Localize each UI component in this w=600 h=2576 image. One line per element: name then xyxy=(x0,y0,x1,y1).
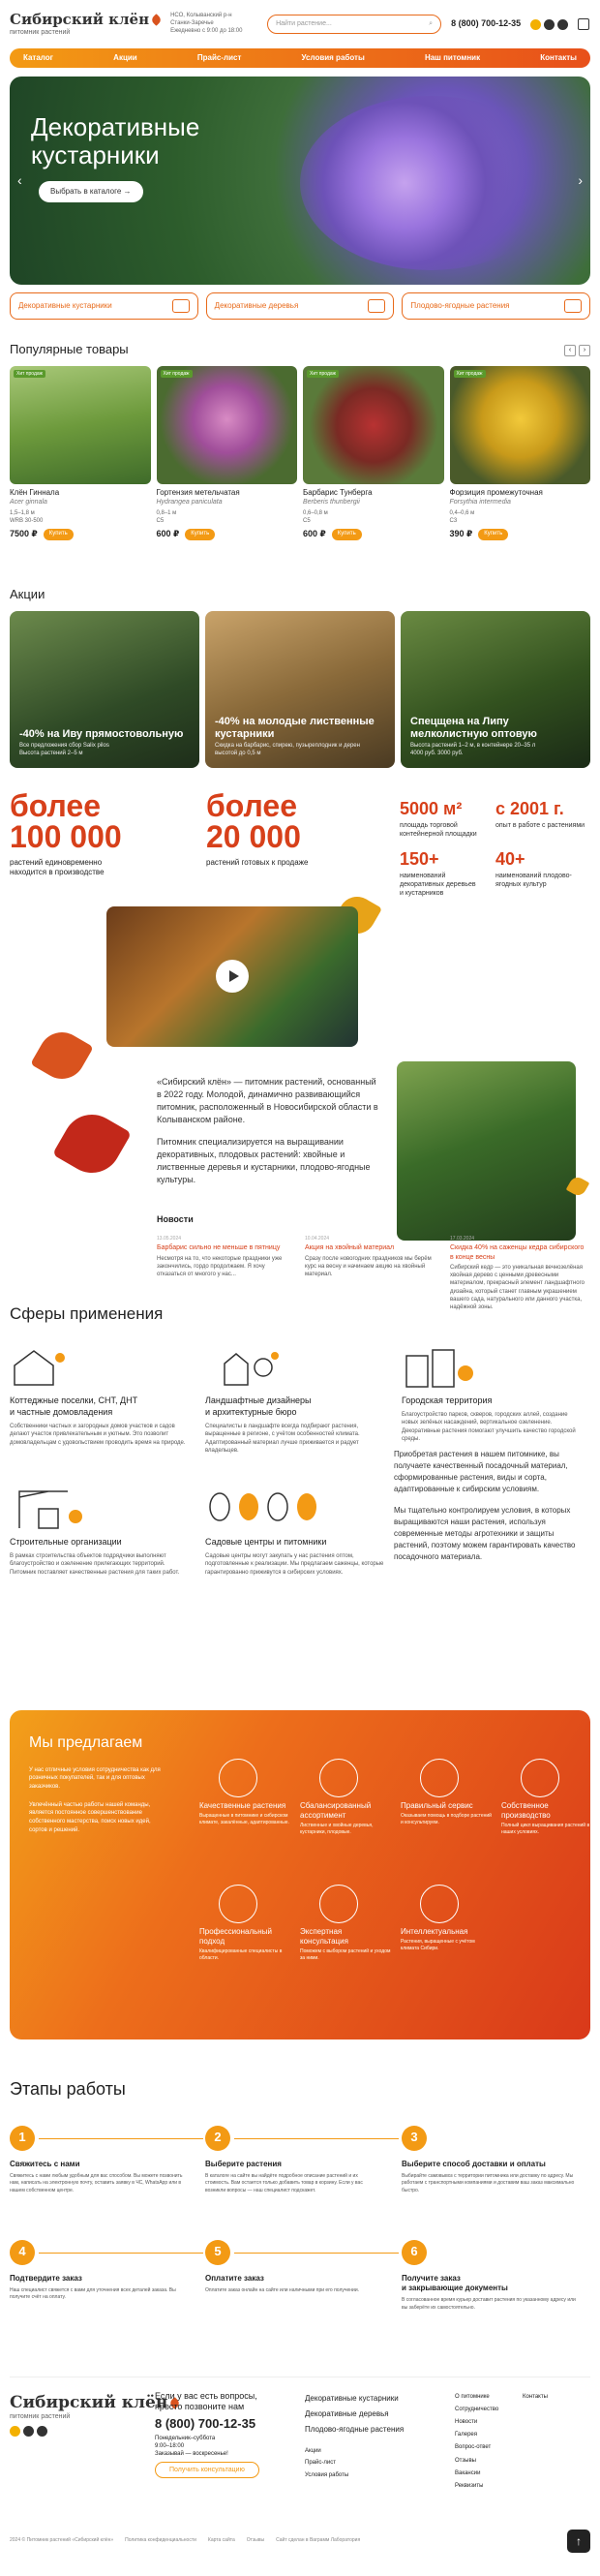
footer-link[interactable]: Условия работы xyxy=(305,2471,349,2478)
step-number: 3 xyxy=(402,2126,427,2151)
product-price: 600 ₽ xyxy=(303,529,326,539)
product-params: 0,4–0,6 м C3 xyxy=(449,510,475,525)
product-params: 0,6–0,8 м C5 xyxy=(303,510,328,525)
step-desc: В согласованное время курьер доставит растения по указанному адресу или вы заберёте их самостоятельно. xyxy=(402,2297,576,2311)
sphere-title: Городская территория xyxy=(402,1395,493,1406)
nav-terms[interactable]: Условия работы xyxy=(301,52,365,62)
step-desc: Оплатите заказ онлайн на сайте или наличными при его получении. xyxy=(205,2287,360,2294)
production-icon xyxy=(521,1759,559,1797)
promo-title: -40% на молодые лиственные кустарники xyxy=(215,716,375,741)
carousel-pager xyxy=(561,344,590,356)
promo-card[interactable] xyxy=(10,611,199,768)
about-paragraph: Питомник специализируется на выращивании декоративных, плодовых растений: хвойные и лиственные деревья и кустарники, плодово-ягодные культуры. xyxy=(157,1136,371,1184)
step-number: 6 xyxy=(402,2240,427,2265)
offer-item-title: Профессиональный подход xyxy=(199,1926,272,1947)
footer-link[interactable]: Вакансии xyxy=(455,2469,481,2476)
consultation-icon xyxy=(319,1885,358,1923)
privacy-link[interactable]: Политика конфиденциальности xyxy=(125,2537,196,2544)
next-button[interactable]: › xyxy=(579,345,590,356)
search-input[interactable] xyxy=(267,15,441,34)
step-item xyxy=(205,2240,379,2295)
news-item[interactable] xyxy=(305,1236,440,1278)
offer-item-title: Сбалансированный ассортимент xyxy=(300,1800,372,1821)
promo-desc: Скидка на барбарис, спирею, пузыреплодник и дерен высотой до 0,5 м xyxy=(215,743,360,756)
step-desc: Выбирайте самовывоз с территории питомника или доставку по адресу. Мы работаем с транспортными компаниями и доставим ваш заказ максимально быстро. xyxy=(402,2173,575,2193)
section-title: Популярные товары xyxy=(10,342,129,356)
sphere-item xyxy=(10,1487,189,1578)
section-title: Сферы применения xyxy=(10,1303,164,1323)
news-text: Сразу после новогодних праздников мы берём курс на весну и начинаем акцию на хвойный материал. xyxy=(305,1255,432,1278)
sphere-desc: Собственники частных и загородных домов участков и садов делают участок привлекательным и уютным. Это позволит домовладельцам с удовольствием проводить время на природе. xyxy=(10,1423,186,1446)
reviews-link[interactable]: Отзывы xyxy=(246,2537,265,2544)
product-image[interactable] xyxy=(157,366,298,484)
stat-label: наименований декоративных деревьев и кустарников xyxy=(400,872,476,897)
promos-header xyxy=(10,587,590,603)
promo-title: -40% на Иву прямостовольную xyxy=(19,728,184,741)
footer-link[interactable]: Акции xyxy=(305,2447,321,2454)
stat-number: более 100 000 xyxy=(10,787,122,854)
offer-section xyxy=(10,1710,590,2039)
step-item xyxy=(205,2126,379,2194)
step-desc: Наш специалист свяжется с вами для уточнения всех деталей заказа. Вы получите счёт на оплату. xyxy=(10,2287,176,2301)
offer-item-desc: Полный цикл выращивания растений в наших условиях. xyxy=(501,1823,590,1836)
whatsapp-icon[interactable] xyxy=(557,19,568,30)
nav-pricelist[interactable]: Прайс-лист xyxy=(196,52,242,62)
hero-banner xyxy=(10,77,590,285)
product-price: 600 ₽ xyxy=(156,529,180,539)
stat-label: площадь торговой контейнерной площадки xyxy=(400,821,477,838)
footer-bottom xyxy=(10,2530,590,2562)
sphere-item xyxy=(10,1346,189,1447)
step-item xyxy=(10,2126,184,2194)
main-nav xyxy=(10,48,590,68)
product-params: 1,5–1,8 м WRB 30-500 xyxy=(10,510,44,525)
nav-promos[interactable]: Акции xyxy=(113,52,137,62)
cart-icon[interactable] xyxy=(578,18,589,30)
consultation-button[interactable]: Получить консультацию xyxy=(155,2462,259,2478)
address-block xyxy=(170,13,257,35)
footer-link[interactable]: Прайс-лист xyxy=(305,2460,336,2467)
hit-badge: Хит продаж xyxy=(454,370,486,379)
stat-number: более 20 000 xyxy=(206,787,301,854)
offer-item xyxy=(199,1759,291,1826)
arrow-left-icon[interactable]: ‹ xyxy=(17,172,22,188)
offer-item-desc: Поможем с выбором растений и уходом за ними. xyxy=(300,1948,391,1962)
spheres-section xyxy=(10,1303,590,1710)
step-number: 1 xyxy=(10,2126,35,2151)
maple-leaf-icon xyxy=(150,14,163,26)
maple-leaf-icon xyxy=(52,1104,132,1183)
product-latin: Berberis thunbergii xyxy=(303,499,360,506)
scroll-top-button[interactable]: ↑ xyxy=(567,2530,590,2553)
step-title: Получите заказ и закрывающие документы xyxy=(402,2273,508,2293)
assortment-icon xyxy=(319,1759,358,1797)
stats xyxy=(10,787,590,906)
sphere-title: Коттеджные поселки, СНТ, ДНТ и частные домовладения xyxy=(10,1395,138,1418)
fruit-icon xyxy=(564,299,582,313)
hit-badge: Хит продаж xyxy=(161,370,193,379)
sphere-item xyxy=(205,1346,384,1456)
promo-title: Спецщена на Липу мелколистную оптовую xyxy=(410,716,537,741)
step-number: 2 xyxy=(205,2126,230,2151)
product-name[interactable]: Форзиция промежуточная xyxy=(449,487,543,497)
offer-item-title: Экспертная консультация xyxy=(300,1926,348,1947)
section-title: Акции xyxy=(10,586,45,601)
offer-item xyxy=(300,1885,392,1962)
sphere-title: Садовые центры и питомники xyxy=(205,1537,327,1548)
footer-info-links xyxy=(455,2391,498,2494)
category-label: Декоративные кустарники xyxy=(18,300,112,310)
product-name[interactable]: Клён Гиннала xyxy=(10,487,60,497)
news-text: Сибирский кедр — это уникальная вечнозелёная хвойная дерево с ценными древесными материалом, прекрасный элемент ландшафтного дизайна, который станет главным украшением вашего сада, натурального или данного участка, надёжной зоны. xyxy=(450,1265,585,1310)
step-title: Подтвердите заказ xyxy=(10,2273,82,2283)
sphere-item xyxy=(402,1346,581,1444)
prev-button[interactable]: ‹ xyxy=(564,345,576,356)
product-params: 0,8–1 м C5 xyxy=(156,510,177,525)
shrub-icon xyxy=(172,299,190,313)
service-icon xyxy=(420,1759,459,1797)
stat-number: с 2001 г. xyxy=(495,798,564,818)
step-desc: Свяжитесь с нами любым удобным для вас способом. Вы можете позвонить нам, написать на электронную почту, оставить заявку в ЧС, WhatsApp или в нашем собственном центре. xyxy=(10,2173,183,2193)
offer-item-title: Интеллектуальная xyxy=(401,1926,468,1936)
footer-link[interactable]: Отзывы xyxy=(455,2457,476,2464)
offer-item-title: Правильный сервис xyxy=(401,1800,473,1810)
stat-number: 40+ xyxy=(495,848,525,869)
hit-badge: Хит продаж xyxy=(14,370,45,379)
step-item xyxy=(402,2240,576,2312)
news-item[interactable] xyxy=(157,1236,292,1278)
social-links xyxy=(530,19,568,30)
sphere-title: Ландшафтные дизайнеры и архитектурные бюро xyxy=(205,1395,312,1418)
footer-logo[interactable] xyxy=(10,2392,179,2437)
product-card[interactable] xyxy=(157,366,298,540)
news-headline[interactable]: Барбарис сильно не меньше в пятницу xyxy=(157,1244,281,1252)
footer-link[interactable]: Сотрудничество xyxy=(455,2406,499,2412)
phone-icon[interactable] xyxy=(10,2426,20,2437)
steps-section xyxy=(10,2078,590,2320)
nav-nursery[interactable]: Наш питомник xyxy=(424,52,481,62)
summary-paragraph: Приобретая растения в нашем питомнике, вы получаете качественный посадочный материал, сформированные растения, виды и сорта, адаптированные к сибирским условиям. xyxy=(394,1449,568,1493)
product-image[interactable] xyxy=(450,366,591,484)
product-latin: Hydrangea paniculata xyxy=(156,499,223,506)
footer-link[interactable]: Декоративные кустарники xyxy=(305,2393,399,2403)
step-title: Выберите способ доставки и оплаты xyxy=(402,2159,546,2168)
promo-card[interactable] xyxy=(401,611,590,768)
news-date: 10.04.2024 xyxy=(305,1235,330,1242)
offer-item xyxy=(501,1759,590,1836)
step-desc: В каталоге на сайте вы найдёте подробное описание растений и их стоимость. Вам остается только добавить товар в корзину. Если у вас возникли вопросы — наш специалист подскажет. xyxy=(205,2173,363,2193)
step-title: Выберите растения xyxy=(205,2159,282,2168)
promo-list xyxy=(10,611,590,768)
footer-contacts xyxy=(155,2391,259,2479)
footer-link[interactable]: Галерея xyxy=(455,2432,478,2438)
hero-button[interactable]: Выбрать в каталоге → xyxy=(39,181,143,202)
footer xyxy=(10,2377,590,2522)
section-title: Мы предлагаем xyxy=(29,1733,143,1751)
nav-catalog[interactable]: Каталог xyxy=(23,52,53,62)
buy-button[interactable]: Купить xyxy=(478,529,508,540)
offer-intro-text: У нас отличные условия сотрудничества как для розничных покупателей, так и для оптовых заказчиков. xyxy=(29,1766,161,1791)
product-price: 7500 ₽ xyxy=(10,529,38,539)
sphere-desc: В рамках строительства объектов подрядчики выполняют благоустройство и озеленение прилегающих территорий. Питомник поставляет качественные растения для таких работ. xyxy=(10,1553,180,1576)
hit-badge: Хит продаж xyxy=(307,370,339,379)
offer-item-desc: Растения, выращенные с учётом климата Сибири. xyxy=(401,1939,475,1951)
whatsapp-icon[interactable] xyxy=(37,2426,47,2437)
offer-intro-text: Увлечённый частью работы нашей команды, является постоянное совершенствование собственного мастерства, поиск новых идей, сортов и решений. xyxy=(29,1801,151,1833)
stat-number: 5000 м² xyxy=(400,798,463,818)
promo-card[interactable] xyxy=(205,611,395,768)
offer-item-title: Собственное производство xyxy=(501,1800,551,1821)
product-name[interactable]: Барбарис Тунберга xyxy=(303,487,373,497)
stat-number: 150+ xyxy=(400,848,439,869)
about-paragraph: «Сибирский клён» — питомник растений, основанный в 2022 году. Молодой, динамично развивающийся питомник, расположенный в Новосибирской области в Колыванском районе. xyxy=(157,1076,378,1124)
category-trees[interactable] xyxy=(206,292,395,320)
news-date: 17.03.2024 xyxy=(450,1235,475,1242)
logo-name: Сибирский клён xyxy=(10,2392,168,2412)
footer-contacts-link xyxy=(523,2391,548,2404)
stat-label: растений готовых к продаже xyxy=(206,857,309,867)
category-links xyxy=(10,292,590,320)
buy-button[interactable]: Купить xyxy=(332,529,362,540)
city-icon xyxy=(402,1346,479,1389)
section-title: Этапы работы xyxy=(10,2078,126,2099)
offer-item xyxy=(199,1885,291,1962)
logo-name: Сибирский клён xyxy=(10,11,150,28)
summary-paragraph: Мы тщательно контролируем условия, в которых выращиваются наши растения, используя современные методы агротехники и защиты растений, поэтому можем гарантировать качество посадочного материала. xyxy=(394,1505,576,1561)
product-latin: Acer ginnala xyxy=(10,499,47,506)
copyright: 2024 © Питомник растений «Сибирский клён» xyxy=(10,2537,114,2544)
product-card[interactable] xyxy=(450,366,591,540)
about-text xyxy=(157,1076,379,1186)
professional-icon xyxy=(219,1885,257,1923)
video-player[interactable] xyxy=(106,906,358,1047)
address: НСО, Колыванский р-н Станки-Заречье xyxy=(170,13,232,27)
product-name[interactable]: Гортензия метельчатая xyxy=(156,487,240,497)
hero-title: Декоративные кустарники xyxy=(31,112,200,169)
sitemap-link[interactable]: Карта сайта xyxy=(207,2537,235,2544)
product-price: 390 ₽ xyxy=(449,529,473,539)
step-number: 5 xyxy=(205,2240,230,2265)
search-placeholder: Найти растение... xyxy=(276,20,332,28)
cottage-icon xyxy=(10,1346,68,1389)
step-number: 4 xyxy=(10,2240,35,2265)
logo-sub: питомник растений xyxy=(10,29,71,36)
landscape-icon xyxy=(205,1346,283,1389)
step-title: Оплатите заказ xyxy=(205,2273,264,2283)
promo-desc: Высота растений 1–2 м, в контейнере 20–35 л 4000 руб. 3000 руб. xyxy=(410,743,536,756)
offer-item xyxy=(401,1759,493,1826)
offer-item-title: Качественные растения xyxy=(199,1800,286,1810)
footer-link[interactable]: Новости xyxy=(455,2419,478,2426)
top-bar xyxy=(0,0,600,48)
popular-header xyxy=(10,342,590,358)
offer-item-desc: Выращенные в питомнике и сибирском климате, закалённые, адаптированные. xyxy=(199,1813,289,1825)
step-title: Свяжитесь с нами xyxy=(10,2159,80,2168)
vk-icon[interactable] xyxy=(23,2426,34,2437)
play-icon[interactable] xyxy=(216,960,249,993)
footer-link[interactable]: Вопрос-ответ xyxy=(455,2444,492,2451)
footer-hours: Понедельник–суббота 9:00–18:00 Заказывай — воскресенье! xyxy=(155,2435,228,2457)
product-image[interactable] xyxy=(303,366,444,484)
offer-item xyxy=(401,1885,493,1952)
offer-item-desc: Квалифицированные специалисты в области. xyxy=(199,1948,283,1962)
sphere-item xyxy=(205,1487,384,1578)
nav-contacts[interactable]: Контакты xyxy=(540,52,577,62)
crane-icon xyxy=(10,1487,87,1530)
hours: Ежедневно с 9:00 до 18:00 xyxy=(170,27,243,34)
sphere-desc: Благоустройство парков, скверов, городских аллей, создание новых зелёных насаждений, вертикальное озеленение. Декоративные растения помогают улучшить качество городской среды. xyxy=(402,1412,576,1443)
phone-icon[interactable] xyxy=(530,19,541,30)
stat-label: опыт в работе с растениями xyxy=(495,821,585,829)
offer-item-desc: Оказываем помощь в подборе растений и консультируем. xyxy=(401,1813,492,1825)
footer-link[interactable]: Реквизиты xyxy=(455,2482,484,2489)
news-headline[interactable]: Акция на хвойный материал xyxy=(305,1244,395,1252)
news-item[interactable] xyxy=(450,1236,585,1311)
header-phone[interactable]: 8 (800) 700-12-35 xyxy=(451,18,522,29)
vk-icon[interactable] xyxy=(544,19,555,30)
search-icon[interactable]: ⌕ xyxy=(429,20,434,28)
footer-link[interactable]: Контакты xyxy=(523,2393,548,2400)
spheres-summary xyxy=(394,1449,578,1563)
category-label: Декоративные деревья xyxy=(214,300,299,310)
intellectual-icon xyxy=(420,1885,459,1923)
news-headline[interactable]: Скидка 40% на саженцы кедра сибирского в конце весны xyxy=(450,1244,585,1261)
footer-link[interactable]: Плодово-ягодные растения xyxy=(305,2424,405,2434)
category-shrubs[interactable] xyxy=(10,292,198,320)
buy-button[interactable]: Купить xyxy=(185,529,215,540)
maple-leaf-icon xyxy=(30,1024,94,1088)
logo-sub: питомник растений xyxy=(10,2412,71,2420)
footer-question: Если у вас есть вопросы, просто позвоните нам xyxy=(155,2390,257,2412)
quality-icon xyxy=(219,1759,257,1797)
sphere-desc: Садовые центры могут закупать у нас растения оптом, подготовленные к реализации. Мы предлагаем саженцы, которые гарантированно приживутся в сибирских условиях. xyxy=(205,1553,384,1576)
footer-phone[interactable]: 8 (800) 700-12-35 xyxy=(155,2416,256,2432)
garden-center-icon xyxy=(205,1487,321,1530)
footer-link[interactable]: О питомнике xyxy=(455,2393,490,2400)
arrow-right-icon[interactable]: › xyxy=(578,172,583,188)
step-item xyxy=(402,2126,576,2194)
tree-icon xyxy=(368,299,385,313)
offer-intro xyxy=(29,1766,169,1835)
footer-social xyxy=(10,2426,179,2437)
offer-item-desc: Лиственные и хвойные деревья, кустарники, плодовые. xyxy=(300,1823,374,1836)
stat-label: наименований плодово- ягодных культур xyxy=(495,872,572,888)
category-label: Плодово-ягодные растения xyxy=(410,300,510,310)
news-text: Несмотря на то, что некоторые праздники уже закончились, гордо продолжаем. Я хочу отказаться от многого у нас... xyxy=(157,1255,283,1278)
category-fruit[interactable] xyxy=(402,292,590,320)
promo-desc: Все предложения сбор Salix pilos Высота растений 2–5 м xyxy=(19,743,109,756)
product-image[interactable] xyxy=(10,366,151,484)
step-item xyxy=(10,2240,184,2302)
product-card[interactable] xyxy=(303,366,444,540)
developer-link[interactable]: Сайт сделан в Ваграмм Лаборатория xyxy=(276,2537,361,2544)
sphere-title: Строительные организации xyxy=(10,1537,122,1548)
product-list xyxy=(10,366,590,540)
gardener-image xyxy=(397,1061,576,1241)
footer-catalog-links xyxy=(305,2391,404,2482)
offer-item xyxy=(300,1759,392,1836)
stat-label: растений единовременно находится в производстве xyxy=(10,857,105,877)
news-date: 13.05.2024 xyxy=(157,1235,182,1242)
buy-button[interactable]: Купить xyxy=(44,529,74,540)
product-latin: Forsythia intermedia xyxy=(449,499,511,506)
footer-link[interactable]: Декоративные деревья xyxy=(305,2408,389,2418)
about-section xyxy=(10,906,590,1310)
hydrangea-image xyxy=(300,96,561,270)
news-title: Новости xyxy=(157,1213,194,1224)
logo[interactable] xyxy=(10,13,161,36)
sphere-desc: Специалисты в ландшафте всегда подбирают растения, выращенные в регионе, с учётом особенностей климата. Адаптированный материал лучше приживается и радует владельцев. xyxy=(205,1423,360,1454)
product-card[interactable] xyxy=(10,366,151,540)
